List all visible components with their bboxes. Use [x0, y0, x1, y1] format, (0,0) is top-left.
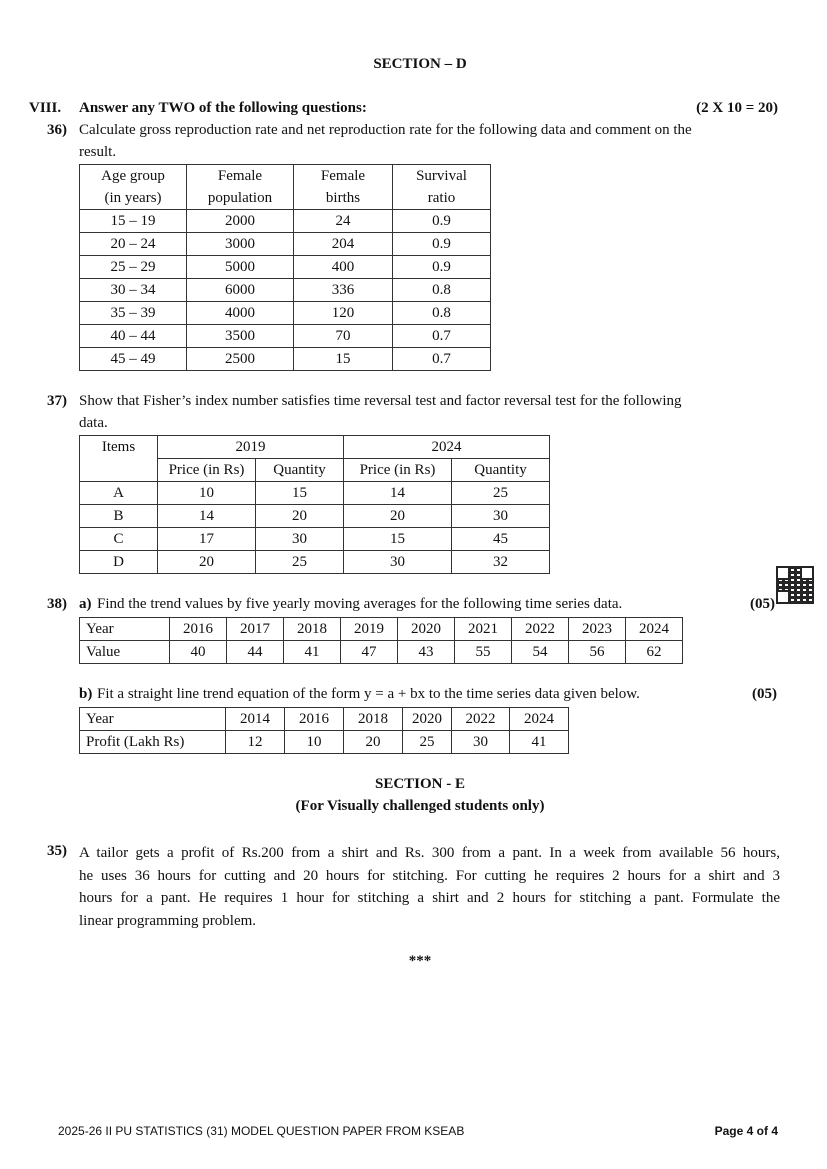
question-38a-marks: (05) — [750, 596, 775, 612]
table-cell: 32 — [452, 551, 550, 574]
section-d-title: SECTION – D — [373, 56, 467, 72]
table-row — [80, 505, 550, 528]
table-row — [80, 482, 550, 505]
footer-page-number — [715, 1124, 778, 1138]
table-cell: 204 — [294, 233, 393, 256]
table-cell: 30 — [452, 505, 550, 528]
question-36-text-line1: Calculate gross reproduction rate and net reproduction rate for the following data and comment on the — [79, 122, 692, 138]
header-line: births — [325, 190, 361, 206]
table-cell: 20 — [344, 731, 403, 754]
table-cell: 2022 — [512, 618, 569, 641]
question-35-line4: linear programming problem. — [79, 912, 257, 929]
header-quantity-2019: Quantity — [256, 459, 344, 482]
table-cell: 54 — [512, 641, 569, 664]
end-of-paper-mark: *** — [408, 953, 432, 969]
table-row — [80, 641, 683, 664]
table-row — [80, 256, 491, 279]
table-cell: D — [80, 551, 158, 574]
question-38b-marks: (05) — [752, 686, 777, 702]
header-line: Age group — [101, 168, 165, 184]
table-row — [80, 325, 491, 348]
question-35-line3: hours for a pant. He requires 1 hour for stitching a shirt and 2 hours for stitching a pant. Formulate the — [79, 890, 780, 906]
table-cell: 20 — [158, 551, 256, 574]
table-cell: 14 — [158, 505, 256, 528]
question-38a-text: Find the trend values by five yearly moving averages for the following time series data. — [97, 596, 623, 612]
table-cell: 2019 — [341, 618, 398, 641]
header-female-population — [187, 165, 294, 210]
table-cell: 70 — [294, 325, 393, 348]
table-row — [80, 210, 491, 233]
table-cell: 24 — [294, 210, 393, 233]
table-cell: 0.7 — [393, 325, 491, 348]
question-number-36: 36) — [47, 122, 67, 138]
table-cell: 25 – 29 — [80, 256, 187, 279]
table-cell: 47 — [341, 641, 398, 664]
table-cell: 0.9 — [393, 256, 491, 279]
table-cell: 30 — [256, 528, 344, 551]
table-cell: 20 — [256, 505, 344, 528]
table-cell: 2024 — [510, 708, 569, 731]
table-row — [80, 618, 683, 641]
table-cell: 0.7 — [393, 348, 491, 371]
header-price-2019: Price (in Rs) — [158, 459, 256, 482]
table-row — [80, 348, 491, 371]
table-cell: 15 — [294, 348, 393, 371]
table-cell: 0.8 — [393, 279, 491, 302]
table-cell: 10 — [158, 482, 256, 505]
section-roman-numeral: VIII. — [29, 100, 62, 116]
header-price-2024: Price (in Rs) — [344, 459, 452, 482]
table-cell: 2018 — [344, 708, 403, 731]
table-cell: 41 — [510, 731, 569, 754]
page-label: Page — [714, 1124, 744, 1138]
question-38b-text: Fit a straight line trend equation of the form y = a + bx to the time series data given below. — [97, 686, 640, 702]
table-cell: C — [80, 528, 158, 551]
question-35-line1: A tailor gets a profit of Rs.200 from a shirt and Rs. 300 from a pant. In a week from available 56 hours, — [79, 845, 780, 861]
table-cell: 2021 — [455, 618, 512, 641]
table-cell: 5000 — [187, 256, 294, 279]
table-cell: 2014 — [226, 708, 285, 731]
table-cell: 2500 — [187, 348, 294, 371]
moving-average-table — [79, 617, 683, 664]
header-age-group — [80, 165, 187, 210]
header-year-2024: 2024 — [344, 436, 550, 459]
table-cell: 15 – 19 — [80, 210, 187, 233]
table-header-row — [80, 165, 491, 210]
qr-finder — [776, 590, 790, 604]
table-row — [80, 528, 550, 551]
table-cell: 40 — [170, 641, 227, 664]
header-year-2019: 2019 — [158, 436, 344, 459]
header-line: ratio — [427, 190, 456, 206]
qr-code-icon — [776, 566, 814, 604]
row-label-year: Year — [80, 618, 170, 641]
table-cell: 55 — [455, 641, 512, 664]
table-cell: 2020 — [403, 708, 452, 731]
question-number-38: 38) — [47, 596, 67, 612]
table-cell: 15 — [344, 528, 452, 551]
table-row — [80, 551, 550, 574]
question-38a-label: a) — [79, 596, 92, 612]
header-line: Female — [217, 168, 263, 184]
table-cell: B — [80, 505, 158, 528]
table-cell: 4000 — [187, 302, 294, 325]
qr-finder — [776, 566, 790, 580]
table-cell: 62 — [626, 641, 683, 664]
table-cell: 2016 — [170, 618, 227, 641]
page-of-label: of — [756, 1124, 768, 1138]
table-row — [80, 302, 491, 325]
qr-finder — [800, 566, 814, 580]
table-cell: A — [80, 482, 158, 505]
table-cell: 35 – 39 — [80, 302, 187, 325]
table-cell: 2022 — [452, 708, 510, 731]
header-line: (in years) — [104, 190, 162, 206]
table-cell: 20 – 24 — [80, 233, 187, 256]
table-cell: 45 – 49 — [80, 348, 187, 371]
question-36-text-line2: result. — [79, 144, 117, 160]
table-cell: 30 — [452, 731, 510, 754]
table-cell: 0.9 — [393, 210, 491, 233]
page-total: 4 — [771, 1124, 778, 1138]
row-label-year: Year — [80, 708, 226, 731]
table-cell: 25 — [403, 731, 452, 754]
fisher-index-table — [79, 435, 550, 574]
table-cell: 2024 — [626, 618, 683, 641]
table-cell: 41 — [284, 641, 341, 664]
table-cell: 15 — [256, 482, 344, 505]
table-cell: 2016 — [285, 708, 344, 731]
table-cell: 56 — [569, 641, 626, 664]
table-cell: 12 — [226, 731, 285, 754]
table-cell: 30 — [344, 551, 452, 574]
table-cell: 2000 — [187, 210, 294, 233]
header-items: Items — [80, 436, 158, 482]
header-line: population — [207, 190, 273, 206]
question-35-text — [79, 842, 780, 932]
table-row — [80, 279, 491, 302]
footer-paper-title: 2025-26 II PU STATISTICS (31) MODEL QUESTION PAPER FROM KSEAB — [58, 1124, 465, 1138]
table-cell: 2020 — [398, 618, 455, 641]
table-cell: 3000 — [187, 233, 294, 256]
table-cell: 25 — [256, 551, 344, 574]
table-cell: 6000 — [187, 279, 294, 302]
table-cell: 336 — [294, 279, 393, 302]
section-instruction: Answer any TWO of the following questions: — [79, 100, 367, 116]
table-cell: 43 — [398, 641, 455, 664]
table-cell: 10 — [285, 731, 344, 754]
page-current: 4 — [746, 1124, 754, 1138]
table-cell: 120 — [294, 302, 393, 325]
section-e-subtitle: (For Visually challenged students only) — [295, 798, 545, 814]
question-35-line2: he uses 36 hours for cutting and 20 hours for stitching. For cutting he requires 2 hours for a shirt and 3 — [79, 867, 780, 884]
header-quantity-2024: Quantity — [452, 459, 550, 482]
question-37-text-line2: data. — [79, 415, 108, 431]
header-line: Survival — [416, 168, 467, 184]
table-cell: 14 — [344, 482, 452, 505]
table-cell: 44 — [227, 641, 284, 664]
table-cell: 0.8 — [393, 302, 491, 325]
trend-line-table — [79, 707, 569, 754]
row-label-value: Value — [80, 641, 170, 664]
table-row — [80, 233, 491, 256]
question-number-37: 37) — [47, 393, 67, 409]
table-cell: 40 – 44 — [80, 325, 187, 348]
table-row — [80, 731, 569, 754]
header-female-births — [294, 165, 393, 210]
table-cell: 2017 — [227, 618, 284, 641]
table-cell: 0.9 — [393, 233, 491, 256]
table-cell: 2023 — [569, 618, 626, 641]
question-37-text-line1: Show that Fisher’s index number satisfies time reversal test and factor reversal test for the following — [79, 393, 682, 409]
reproduction-rate-table — [79, 164, 491, 371]
row-label-profit: Profit (Lakh Rs) — [80, 731, 226, 754]
section-e-title: SECTION - E — [374, 776, 466, 792]
table-cell: 25 — [452, 482, 550, 505]
header-survival-ratio — [393, 165, 491, 210]
table-cell: 3500 — [187, 325, 294, 348]
table-cell: 20 — [344, 505, 452, 528]
table-cell: 17 — [158, 528, 256, 551]
table-header-row — [80, 436, 550, 459]
table-cell: 400 — [294, 256, 393, 279]
table-cell: 30 – 34 — [80, 279, 187, 302]
section-marks: (2 X 10 = 20) — [696, 100, 778, 116]
table-row — [80, 708, 569, 731]
table-cell: 2018 — [284, 618, 341, 641]
table-cell: 45 — [452, 528, 550, 551]
question-number-35: 35) — [47, 843, 67, 859]
question-38b-label: b) — [79, 686, 93, 702]
header-line: Female — [320, 168, 366, 184]
